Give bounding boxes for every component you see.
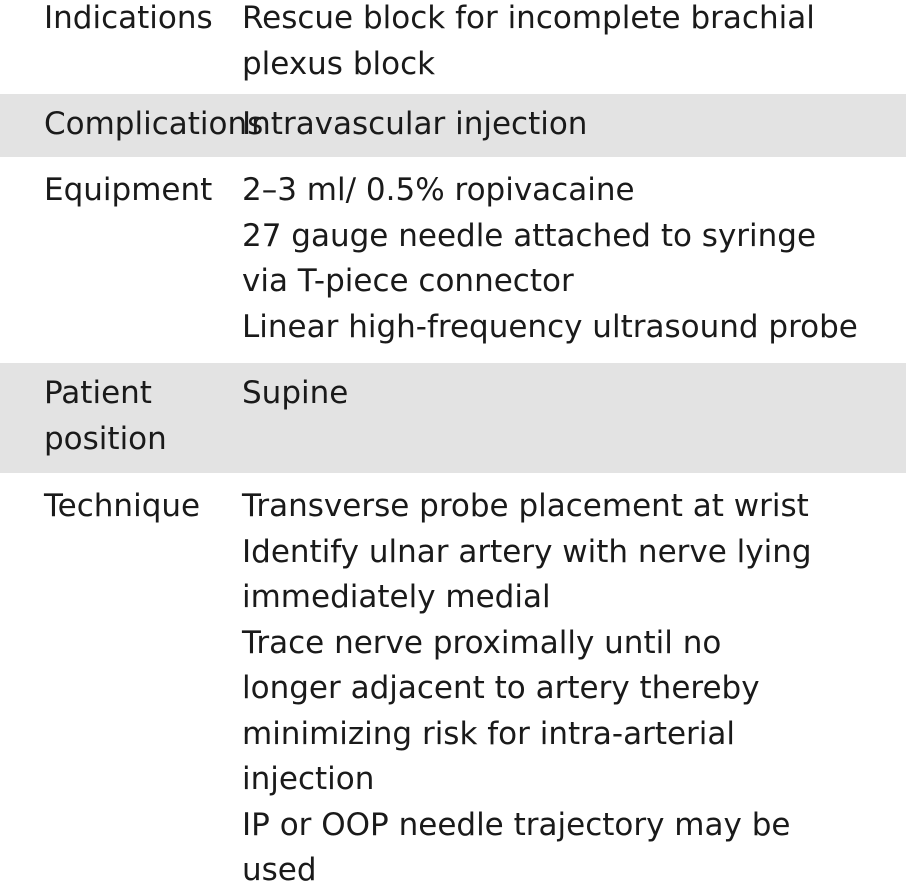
- value-line: minimizing risk for intra-arterial: [242, 715, 736, 752]
- value-line: longer adjacent to artery thereby: [242, 670, 760, 706]
- row-value: [242, 371, 906, 473]
- value-line: Transverse probe placement at wrist: [242, 488, 809, 524]
- value-line: Linear high-frequency ultrasound probe: [242, 308, 858, 345]
- row-value: [242, 0, 906, 91]
- value-line: 2–3 ml/ 0.5% ropivacaine: [242, 172, 635, 208]
- value-line: IP or OOP needle trajectory may be: [242, 806, 791, 843]
- label-text: Patient: [44, 375, 152, 411]
- label-text: Indications: [44, 0, 213, 36]
- value-line: Rescue block for incomplete brachial: [242, 0, 815, 36]
- table-row-patient-position: [0, 363, 906, 476]
- row-label: [0, 0, 242, 91]
- value-line: 27 gauge needle attached to syringe: [242, 217, 817, 254]
- row-label: [0, 484, 242, 893]
- table-row-equipment: [0, 160, 906, 363]
- label-text: Complications: [44, 106, 264, 142]
- row-label: [0, 371, 242, 473]
- label-text: Equipment: [44, 172, 213, 208]
- value-line: injection: [242, 761, 375, 797]
- table-row-technique: [0, 476, 906, 896]
- value-line: Trace nerve proximally until no: [242, 624, 722, 661]
- value-line: via T-piece connector: [242, 263, 574, 299]
- label-text: position: [44, 420, 167, 457]
- table-row-indications: [0, 0, 906, 94]
- value-line: plexus block: [242, 45, 436, 82]
- value-line: Intravascular injection: [242, 106, 588, 142]
- row-value: [242, 484, 906, 893]
- row-label: [0, 102, 264, 157]
- table-row-complications: [0, 94, 906, 160]
- value-line: used: [242, 852, 317, 888]
- value-line: Identify ulnar artery with nerve lying: [242, 533, 812, 570]
- row-value: [242, 102, 906, 157]
- value-line: immediately medial: [242, 579, 551, 615]
- row-label: [0, 168, 242, 360]
- row-value: [242, 168, 906, 360]
- label-text: Technique: [44, 488, 201, 524]
- value-line: Supine: [242, 375, 349, 411]
